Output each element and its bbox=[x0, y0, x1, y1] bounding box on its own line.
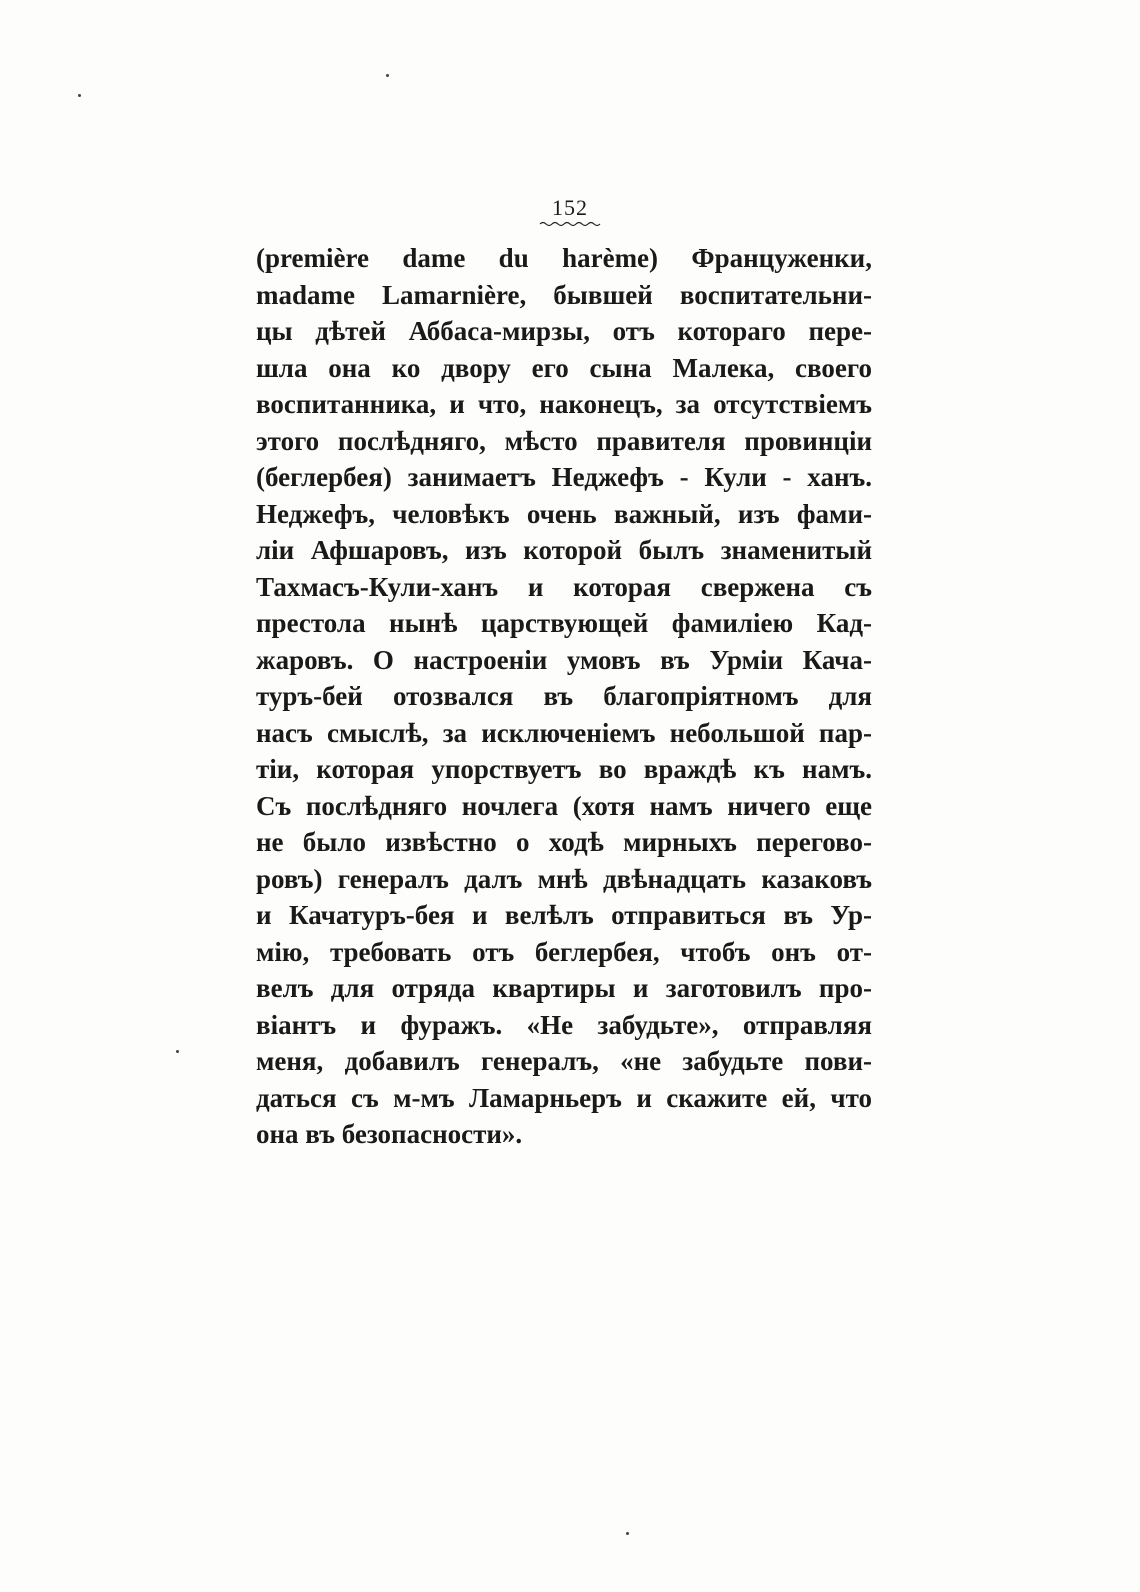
text-line: (première dame du harème) Француженки, bbox=[256, 243, 872, 273]
text-line: жаровъ. О настроеніи умовъ въ Урміи Кача- bbox=[256, 644, 872, 675]
page-header bbox=[520, 196, 620, 228]
text-line: ліи Афшаровъ, изъ которой былъ знаменитый bbox=[256, 535, 872, 565]
text-line: madame Lamarnière, бывшей воспитательни- bbox=[256, 279, 872, 310]
text-line: туръ-бей отозвался въ благопріятномъ для bbox=[256, 681, 872, 711]
text-line: насъ смыслѣ, за исключеніемъ небольшой пар- bbox=[256, 717, 872, 748]
text-line: даться съ м-мъ Ламарньеръ и скажите ей, что bbox=[256, 1082, 872, 1113]
text-line: Неджефъ, человѣкъ очень важный, изъ фами- bbox=[256, 498, 872, 529]
wavy-underline-ornament bbox=[538, 220, 602, 228]
text-line: (беглербея) занимаетъ Неджефъ - Кули - ханъ. bbox=[256, 462, 872, 492]
text-line-last: она въ безопасности». bbox=[256, 1119, 523, 1149]
body-text bbox=[256, 240, 872, 1153]
scan-speck bbox=[626, 1532, 629, 1535]
scan-speck bbox=[386, 74, 389, 77]
text-line: велъ для отряда квартиры и заготовилъ про- bbox=[256, 973, 872, 1003]
text-line: не было извѣстно о ходѣ мирныхъ перегово- bbox=[256, 827, 872, 857]
text-line: мію, требовать отъ беглербея, чтобъ онъ от- bbox=[256, 936, 872, 967]
text-line: меня, добавилъ генералъ, «не забудьте пови- bbox=[256, 1046, 872, 1076]
scan-speck bbox=[176, 1050, 179, 1053]
text-line: Съ послѣдняго ночлега (хотя намъ ничего еще bbox=[256, 790, 872, 821]
text-line: цы дѣтей Аббаса-мирзы, отъ котораго пере- bbox=[256, 316, 872, 346]
page-number: 152 bbox=[552, 195, 588, 220]
text-line: Тахмасъ-Кули-ханъ и которая свержена съ bbox=[256, 571, 872, 602]
scan-speck bbox=[78, 94, 81, 97]
text-line: воспитанника, и что, наконецъ, за отсутствіемъ bbox=[256, 389, 872, 419]
text-line: тіи, которая упорствуетъ во враждѣ къ намъ. bbox=[256, 754, 872, 784]
text-line: престола нынѣ царствующей фамиліею Кад- bbox=[256, 608, 872, 638]
text-line: шла она ко двору его сына Малека, своего bbox=[256, 352, 872, 383]
text-line: віантъ и фуражъ. «Не забудьте», отправляя bbox=[256, 1009, 872, 1040]
text-line: и Качатуръ-бея и велѣлъ отправиться въ Ур- bbox=[256, 900, 872, 930]
text-line: этого послѣдняго, мѣсто правителя провинціи bbox=[256, 425, 872, 456]
text-line: ровъ) генералъ далъ мнѣ двѣнадцать казаковъ bbox=[256, 863, 872, 894]
